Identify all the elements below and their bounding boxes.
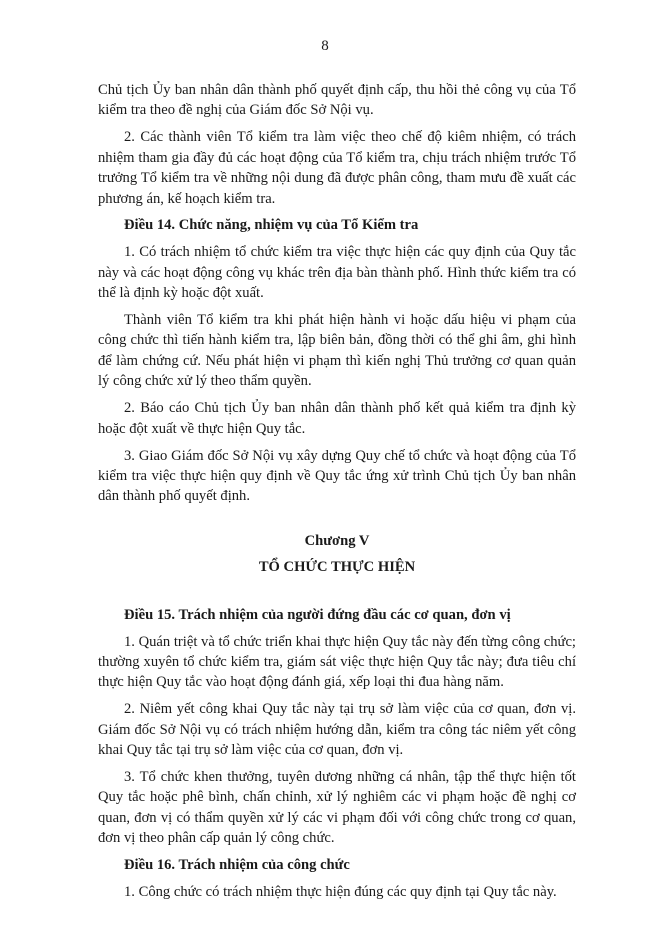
paragraph: 1. Có trách nhiệm tổ chức kiểm tra việc thực hiện các quy định của Quy tắc này và các hoạt động công vụ khác trên địa bàn thành phố. Hình thức kiểm tra có thể là định kỳ hoặc đột xuất.	[98, 244, 576, 302]
paragraph: 2. Báo cáo Chủ tịch Ủy ban nhân dân thành phố kết quả kiểm tra định kỳ hoặc đột xuất về thực hiện Quy tắc.	[98, 400, 576, 437]
chapter-label: Chương V	[304, 532, 370, 549]
article-heading: Điều 14. Chức năng, nhiệm vụ của Tổ Kiểm tra	[124, 217, 419, 234]
paragraph: 1. Công chức có trách nhiệm thực hiện đúng các quy định tại Quy tắc này.	[124, 884, 557, 901]
paragraph: 2. Các thành viên Tổ kiểm tra làm việc theo chế độ kiêm nhiệm, có trách nhiệm tham gia đầy đủ các hoạt động của Tổ kiểm tra, chịu trách nhiệm trước Tổ trưởng Tổ kiểm tra về những nội dung đã được phân công, tham mưu đề xuất các phương án, kế hoạch kiểm tra.	[98, 129, 576, 207]
paragraph: 1. Quán triệt và tổ chức triển khai thực hiện Quy tắc này đến từng công chức; thường xuyên tổ chức kiểm tra, giám sát việc thực hiện Quy tắc này; đưa tiêu chí thực hiện Quy tắc vào hoạt động đánh giá, xếp loại thi đua hàng năm.	[98, 633, 576, 691]
page-number: 8	[321, 38, 329, 54]
document-body	[98, 80, 576, 909]
paragraph: Thành viên Tổ kiểm tra khi phát hiện hành vi hoặc dấu hiệu vi phạm của công chức thì tiến hành kiểm tra, lập biên bản, đồng thời có thể ghi âm, ghi hình để làm chứng cứ. Nếu phát hiện vi phạm thì kiến nghị Thủ trưởng cơ quan quản lý công chức xử lý theo thẩm quyền.	[98, 312, 576, 390]
paragraph: Chủ tịch Ủy ban nhân dân thành phố quyết định cấp, thu hồi thẻ công vụ của Tổ kiểm tra theo đề nghị của Giám đốc Sở Nội vụ.	[98, 82, 576, 119]
article-heading: Điều 16. Trách nhiệm của công chức	[124, 857, 350, 874]
paragraph: 3. Giao Giám đốc Sở Nội vụ xây dựng Quy chế tổ chức và hoạt động của Tổ kiểm tra việc thực hiện quy định về Quy tắc ứng xử trình Chủ tịch Ủy ban nhân dân thành phố quyết định.	[98, 447, 576, 505]
chapter-title: TỔ CHỨC THỰC HIỆN	[258, 558, 416, 575]
paragraph: 3. Tổ chức khen thưởng, tuyên dương những cá nhân, tập thể thực hiện tốt Quy tắc hoặc phê bình, chấn chỉnh, xử lý nghiêm các vi phạm hoặc đề nghị cơ quan, đơn vị có thẩm quyền xử lý các vi phạm đối với công chức trong cơ quan, đơn vị theo phân cấp quản lý công chức.	[98, 769, 576, 847]
article-heading: Điều 15. Trách nhiệm của người đứng đầu các cơ quan, đơn vị	[124, 606, 511, 623]
paragraph: 2. Niêm yết công khai Quy tắc này tại trụ sở làm việc của cơ quan, đơn vị. Giám đốc Sở Nội vụ có trách nhiệm hướng dẫn, kiểm tra công tác niêm yết công khai Quy tắc tại trụ sở làm việc của cơ quan, đơn vị.	[98, 701, 576, 759]
